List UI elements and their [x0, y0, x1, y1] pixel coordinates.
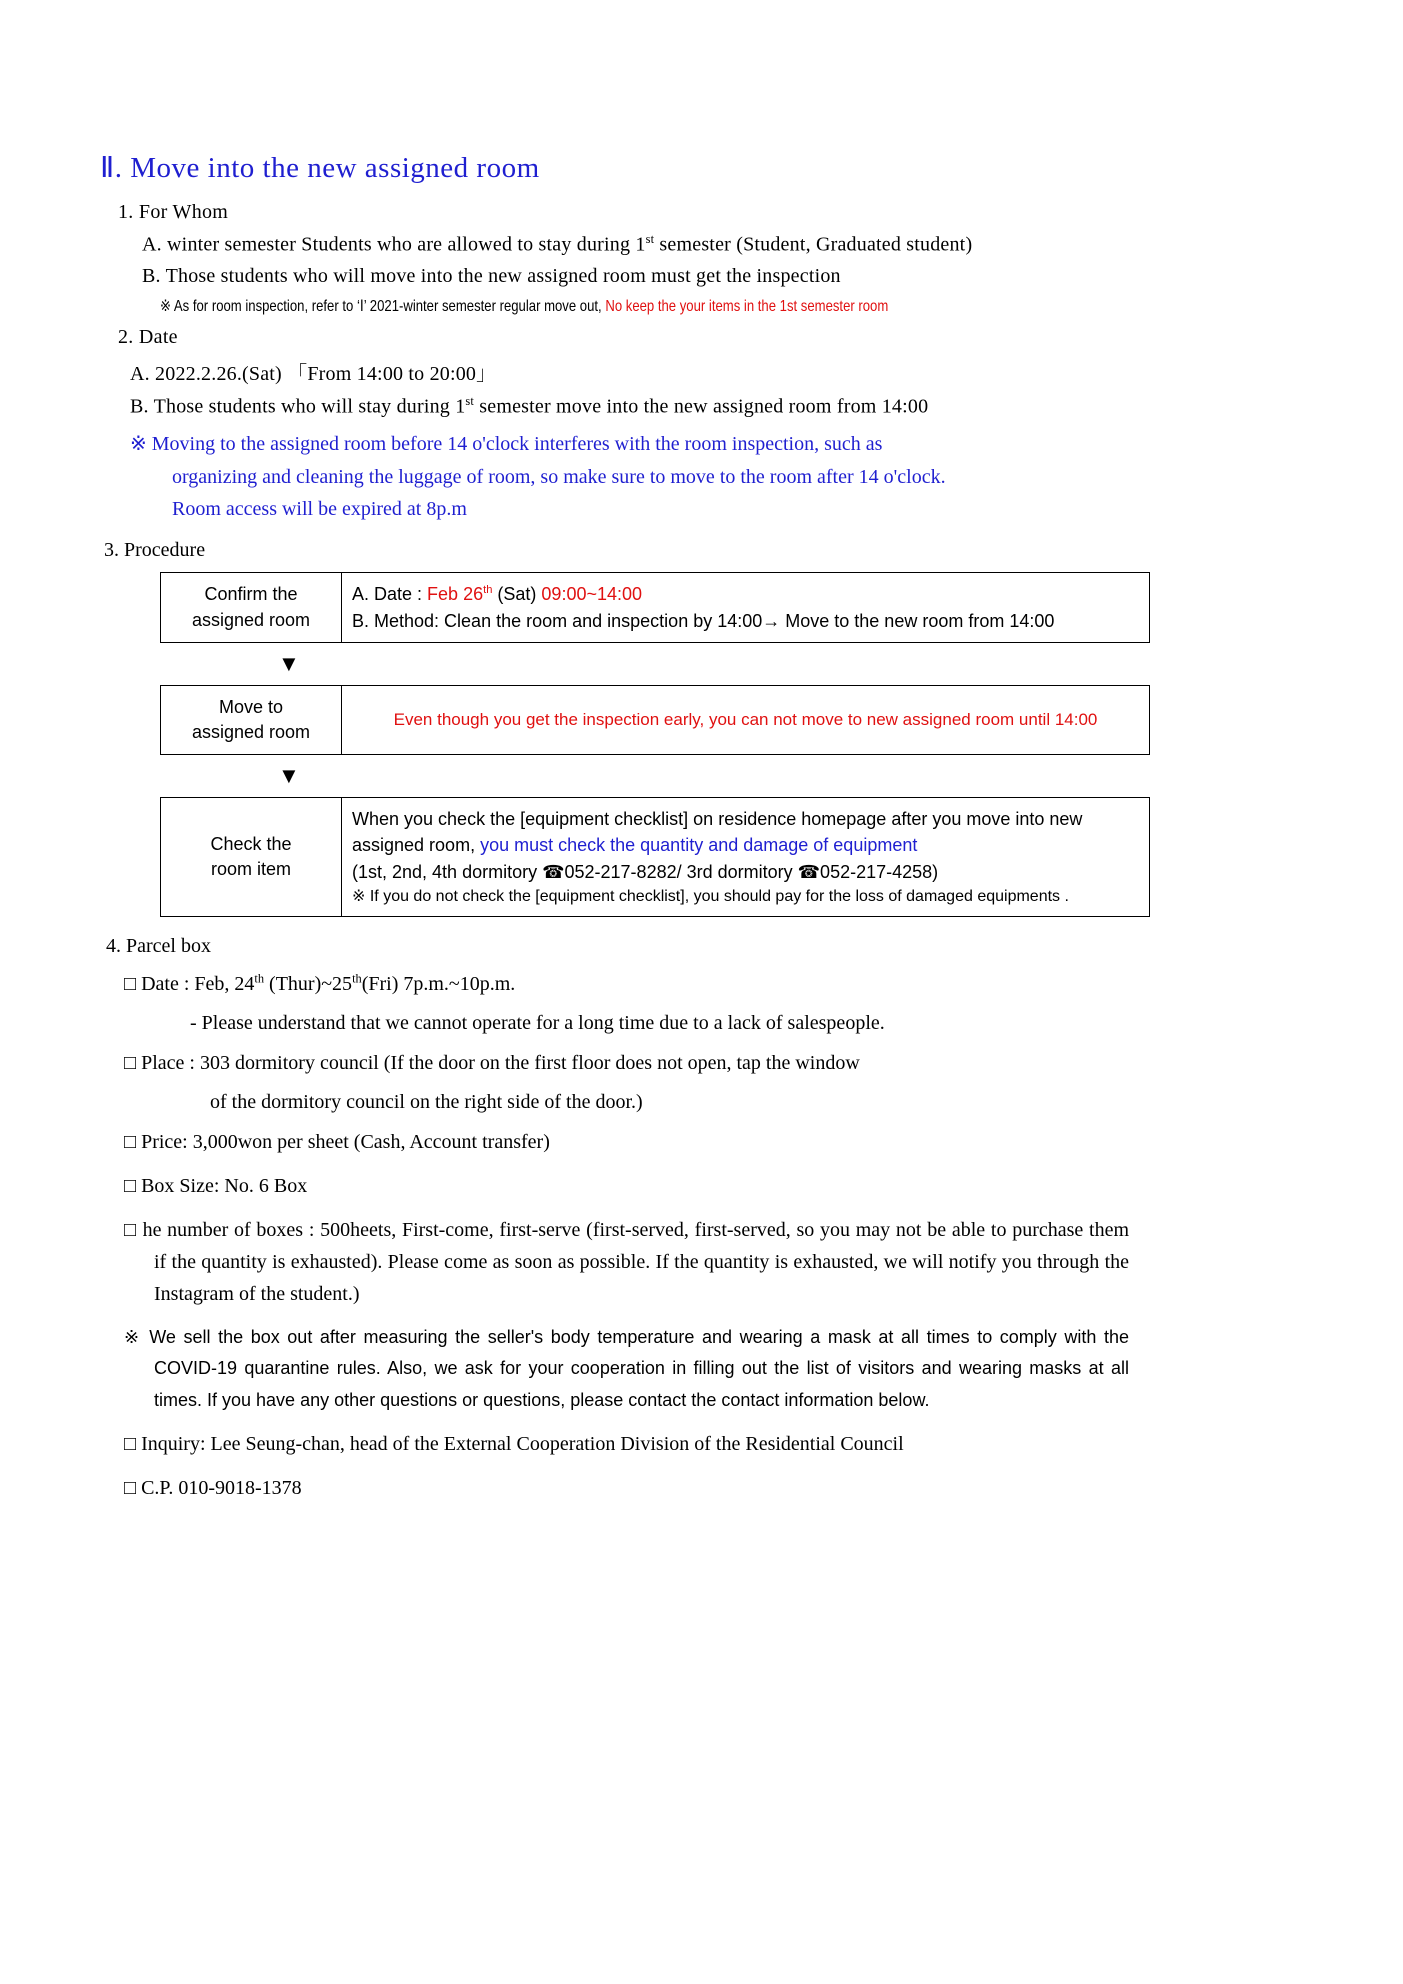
flow-arrow-2-icon: ▼ — [278, 763, 300, 789]
step-1-date-value-pre: Feb 26 — [427, 584, 484, 605]
document-content — [100, 150, 1260, 1516]
step-3-phone-line: (1st, 2nd, 4th dormitory ☎052-217-8282/ 3rd dormitory ☎052-217-4258) — [352, 861, 939, 882]
blue-note-line-2: organizing and cleaning the luggage of room, so make sure to move to the room after 14 o'clock. — [172, 465, 946, 488]
step-2-warning: Even though you get the inspection early, you can not move to new assigned room until 14:00 — [393, 709, 1098, 729]
step-3-label-line-2: room item — [210, 859, 291, 880]
section-2-item-b — [130, 394, 1260, 419]
blue-note-line-1: ※ Moving to the assigned room before 14 o'clock interferes with the room inspection, such as — [130, 433, 883, 456]
parcel-place-line-2: of the dormitory council on the right side of the door.) — [210, 1090, 643, 1113]
parcel-price-item: □ Price: 3,000won per sheet (Cash, Account transfer) — [124, 1130, 550, 1153]
procedure-step-2 — [160, 685, 1150, 756]
parcel-cp-item: □ C.P. 010-9018-1378 — [124, 1477, 302, 1500]
parcel-date-item — [124, 968, 1129, 1000]
section-1-heading: 1. For Whom — [118, 201, 229, 223]
step-1-date-prefix: A. Date : — [352, 584, 428, 605]
step-2-label-line-1: Move to — [218, 696, 284, 717]
procedure-step-1 — [160, 572, 1150, 642]
procedure-step-3 — [160, 797, 1150, 916]
section-1-inspection-note — [160, 296, 1062, 316]
section-1-item-a-pre: A. winter semester Students who are allowed to stay during 1 — [142, 233, 646, 256]
section-2-blue-note — [130, 428, 1130, 525]
parcel-quantity-text: □ he number of boxes : 500heets, First-come, first-serve (first-served, first-served, so you may not be able to purchase them if the quantity is exhausted). Please come as soon as possible. If the quantity is exhausted, we will notify you through the Instagram of the student.) — [124, 1218, 1129, 1305]
step-1-time: 09:00~14:00 — [541, 584, 643, 605]
parcel-date-post: (Fri) 7p.m.~10p.m. — [361, 972, 516, 995]
section-2-heading: 2. Date — [118, 325, 178, 348]
step-1-date-value-post: (Sat) — [492, 584, 542, 605]
parcel-date-label: □ Date : Feb, 24 — [124, 972, 255, 995]
section-1-note-red: No keep the your items in the 1st semester room — [605, 297, 889, 315]
section-2-item-b-post: semester move into the new assigned room from 14:00 — [474, 395, 929, 418]
step-3-warning-line: ※ If you do not check the [equipment checklist], you should pay for the loss of damaged equipments . — [352, 887, 1069, 905]
section-1-item-a — [142, 232, 1260, 257]
section-1-note-black: ※ As for room inspection, refer to ‘Ⅰ’ 2021-winter semester regular move out, — [160, 297, 602, 315]
step-3-label — [161, 798, 342, 916]
section-2-item-a: A. 2022.2.26.(Sat) 「From 14:00 to 20:00」 — [130, 362, 497, 385]
parcel-box-size-item: □ Box Size: No. 6 Box — [124, 1174, 308, 1197]
step-1-label-line-1: Confirm the — [204, 584, 298, 605]
parcel-date-sup-1: th — [254, 971, 265, 986]
page-title: Ⅱ. Move into the new assigned room — [100, 152, 540, 184]
section-1-item-a-sup: st — [645, 232, 655, 246]
step-3-line-2-black: assigned room, — [352, 835, 481, 856]
step-2-label-line-2: assigned room — [191, 721, 311, 742]
parcel-quantity-item — [124, 1214, 1129, 1310]
step-1-label — [161, 573, 342, 642]
flow-arrow-1-icon: ▼ — [278, 650, 300, 676]
step-1-method-row: B. Method: Clean the room and inspection by 14:00→ Move to the new room from 14:00 — [352, 610, 1055, 631]
parcel-date-subnote: - Please understand that we cannot operate for a long time due to a lack of salespeople. — [190, 1011, 885, 1034]
step-2-label — [161, 685, 342, 755]
parcel-place-line-1: □ Place : 303 dormitory council (If the door on the first floor does not open, tap the window — [124, 1051, 860, 1074]
section-1-item-b: B. Those students who will move into the new assigned room must get the inspection — [142, 264, 841, 287]
section-2-item-b-sup: st — [465, 393, 475, 408]
step-3-body — [342, 798, 1150, 916]
section-4-heading: 4. Parcel box — [106, 934, 211, 957]
blue-note-line-3: Room access will be expired at 8p.m — [172, 498, 467, 521]
section-1-item-a-post: semester (Student, Graduated student) — [654, 233, 973, 256]
parcel-covid-text: ※ We sell the box out after measuring the seller's body temperature and wearing a mask at all times to comply with the COVID-19 quarantine rules. Also, we ask for your cooperation in filling out the list of visitors and wearing masks at all times. If you have any other questions or questions, please contact the contact information below. — [124, 1326, 1129, 1410]
step-2-body — [342, 685, 1150, 755]
step-1-date-sup: th — [483, 584, 493, 597]
step-3-line-2-blue: you must check the quantity and damage of equipment — [480, 835, 918, 856]
parcel-date-sup-2: th — [352, 971, 362, 986]
parcel-date-mid: (Thur)~25 — [264, 972, 353, 995]
parcel-place-item — [124, 1047, 1129, 1079]
section-2-item-b-pre: B. Those students who will stay during 1 — [130, 395, 466, 418]
step-3-label-line-1: Check the — [210, 833, 292, 854]
step-1-label-line-2: assigned room — [191, 609, 311, 630]
parcel-covid-note — [124, 1322, 1129, 1417]
step-3-line-2 — [352, 832, 1139, 858]
step-1-body — [342, 573, 1150, 642]
section-3-heading: 3. Procedure — [104, 539, 206, 562]
parcel-inquiry-item: □ Inquiry: Lee Seung-chan, head of the External Cooperation Division of the Residential Council — [124, 1433, 904, 1456]
step-3-line-1: When you check the [equipment checklist] on residence homepage after you move into new — [352, 809, 1083, 830]
procedure-flow — [160, 572, 1260, 916]
step-1-date-row — [352, 581, 1139, 607]
